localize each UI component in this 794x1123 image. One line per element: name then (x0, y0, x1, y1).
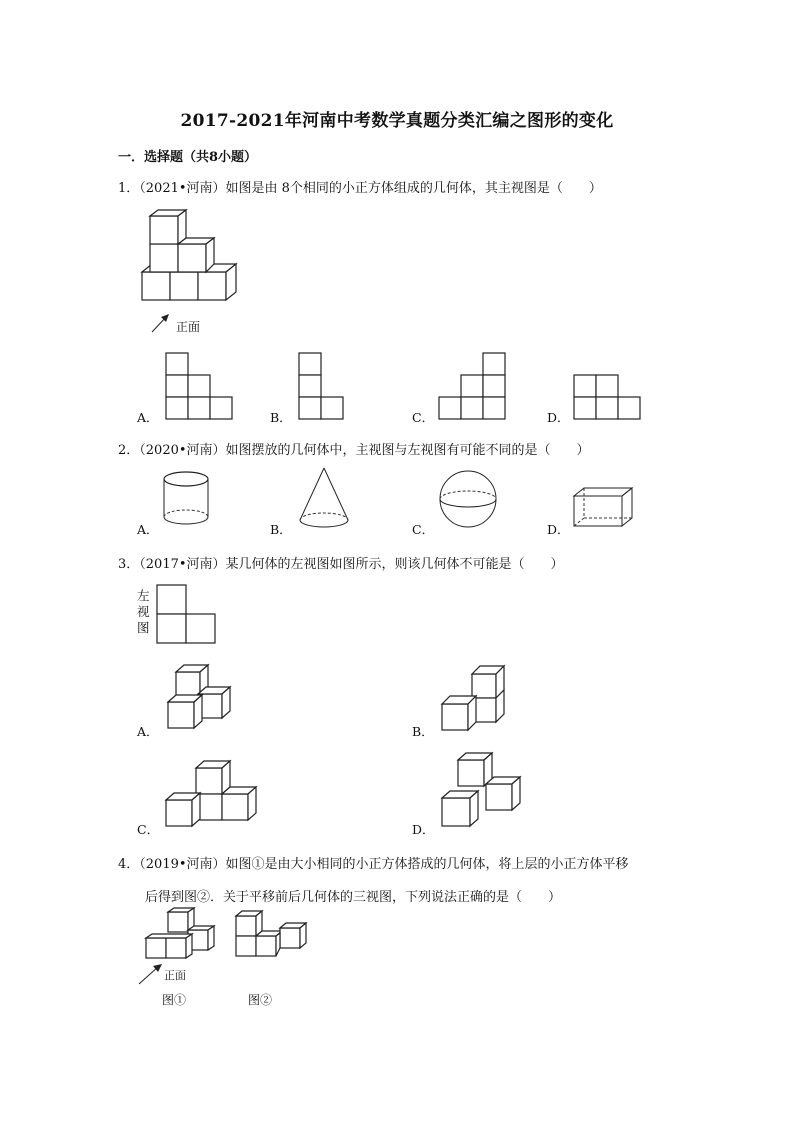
q3-option-b-figure (438, 662, 510, 734)
question-3-text: 3．（2017•河南）某几何体的左视图如图所示，则该几何体不可能是（ ） (118, 557, 564, 572)
question-4-text-line-1: 4．（2019•河南）如图①是由大小相同的小正方体搭成的几何体，将上层的小正方体平移 (118, 857, 629, 872)
q4-figure-2 (234, 908, 310, 958)
q1-option-b-label[interactable]: B． (270, 410, 292, 425)
q3-option-b-label[interactable]: B． (412, 724, 434, 739)
q3-option-c-figure (162, 758, 258, 830)
q1-option-a-label[interactable]: A． (137, 410, 159, 425)
q3-option-c-label[interactable]: C． (137, 822, 160, 837)
q2-option-d-label[interactable]: D． (547, 522, 570, 537)
q2-sphere-figure (437, 470, 501, 530)
q4-figure-2-label: 图② (248, 993, 273, 1007)
q3-option-d-label[interactable]: D． (412, 822, 435, 837)
q1-option-d-figure (573, 374, 643, 420)
q3-option-a-label[interactable]: A． (137, 724, 159, 739)
q2-option-b-label[interactable]: B． (270, 522, 292, 537)
q3-side-view-figure (156, 584, 218, 646)
q3-option-a-figure (164, 662, 236, 734)
q2-option-a-label[interactable]: A． (137, 522, 159, 537)
q4-front-arrow-icon (137, 962, 165, 986)
question-2-text: 2．（2020•河南）如图摆放的几何体中，主视图与左视图有可能不同的是（ ） (118, 443, 590, 458)
q1-solid-figure (138, 208, 238, 304)
q1-option-c-figure (438, 352, 508, 420)
q2-cone-figure (296, 466, 352, 530)
q2-option-c-label[interactable]: C． (412, 522, 435, 537)
page-title: 2017-2021年河南中考数学真题分类汇编之图形的变化 (180, 111, 614, 131)
q1-option-a-figure (165, 352, 235, 420)
q4-figure-1 (144, 908, 216, 962)
q2-cuboid-figure (572, 486, 636, 530)
q3-side-view-label: 左视图 (137, 588, 150, 635)
front-direction-arrow-icon (150, 312, 172, 334)
section-heading: 一．选择题（共8小题） (118, 150, 258, 165)
q4-figure-1-label: 图① (162, 993, 187, 1007)
q1-option-d-label[interactable]: D． (547, 410, 570, 425)
q3-option-d-figure (438, 750, 522, 832)
q2-cylinder-figure (160, 470, 216, 530)
q1-option-b-figure (298, 352, 346, 420)
q4-front-label: 正面 (164, 969, 186, 982)
question-4-text-line-2: 后得到图②．关于平移前后几何体的三视图，下列说法正确的是（ ） (145, 890, 562, 905)
q1-front-label: 正面 (176, 320, 201, 334)
question-1-text: 1．（2021•河南）如图是由 8个相同的小正方体组成的几何体，其主视图是（ ） (118, 181, 602, 196)
q1-option-c-label[interactable]: C． (412, 410, 435, 425)
